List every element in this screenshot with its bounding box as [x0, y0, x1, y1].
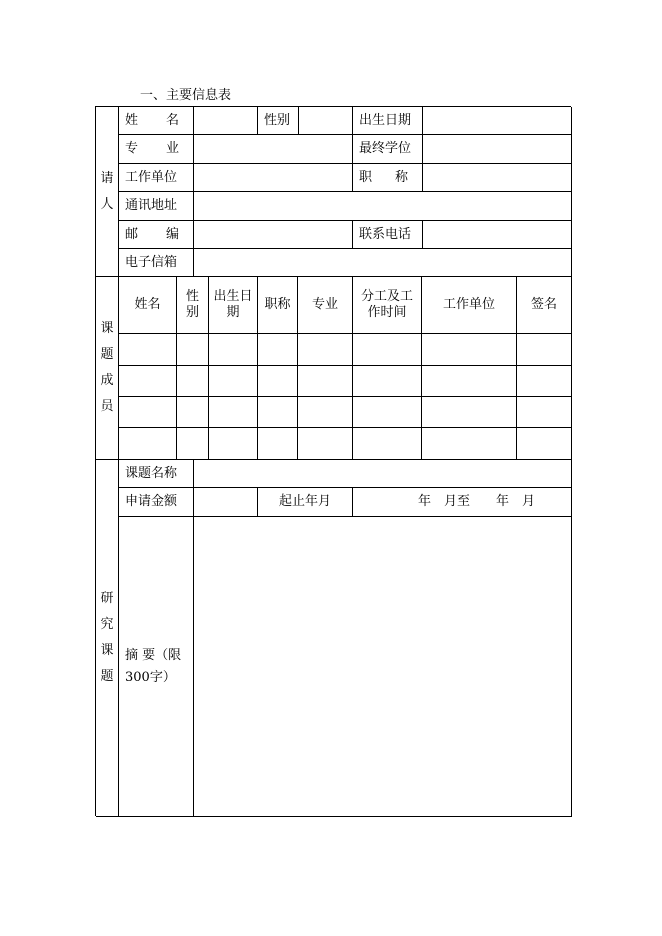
label-part: 姓 [125, 112, 139, 128]
member-cell-name[interactable] [119, 397, 177, 428]
topic-label: 课题名称 [119, 460, 194, 488]
member-cell-gender[interactable] [177, 366, 209, 397]
member-cell-birth[interactable] [209, 366, 258, 397]
name-label [119, 107, 194, 135]
member-cell-major[interactable] [298, 366, 353, 397]
degree-field[interactable] [423, 135, 572, 164]
section-title: 一、主要信息表 [140, 88, 232, 103]
unit-label: 工作单位 [119, 164, 194, 192]
member-cell-major[interactable] [298, 397, 353, 428]
member-cell-unit[interactable] [422, 428, 517, 460]
member-header-role: 分工及工作时间 [353, 277, 422, 334]
member-cell-rank[interactable] [258, 334, 298, 366]
member-header-rank: 职称 [258, 277, 298, 334]
member-cell-name[interactable] [119, 334, 177, 366]
birth-label: 出生日期 [353, 107, 423, 135]
member-header-name: 姓名 [119, 277, 177, 334]
name-field[interactable] [194, 107, 258, 135]
member-cell-rank[interactable] [258, 397, 298, 428]
unit-field[interactable] [194, 164, 353, 192]
members-section-label: 课题成员 [96, 277, 119, 460]
gender-field[interactable] [299, 107, 353, 135]
research-section-label: 研究课题 [96, 460, 119, 817]
member-cell-rank[interactable] [258, 366, 298, 397]
member-cell-signature[interactable] [517, 334, 572, 366]
member-header-unit: 工作单位 [422, 277, 517, 334]
main-info-table [95, 106, 571, 816]
member-cell-unit[interactable] [422, 334, 517, 366]
label-part: 职 [359, 169, 373, 185]
member-header-major: 专业 [298, 277, 353, 334]
member-cell-name[interactable] [119, 366, 177, 397]
applicant-section-label: 请人 [96, 107, 119, 277]
member-cell-signature[interactable] [517, 428, 572, 460]
major-label [119, 135, 194, 164]
gender-label: 性别 [258, 107, 299, 135]
member-cell-role[interactable] [353, 334, 422, 366]
member-cell-birth[interactable] [209, 428, 258, 460]
member-header-gender: 性别 [177, 277, 209, 334]
degree-label: 最终学位 [353, 135, 423, 164]
email-field[interactable] [194, 249, 572, 277]
amount-label: 申请金额 [119, 488, 194, 517]
member-cell-gender[interactable] [177, 334, 209, 366]
member-cell-role[interactable] [353, 397, 422, 428]
major-field[interactable] [194, 135, 353, 164]
member-cell-birth[interactable] [209, 334, 258, 366]
amount-field[interactable] [194, 488, 258, 517]
member-cell-unit[interactable] [422, 397, 517, 428]
member-cell-signature[interactable] [517, 366, 572, 397]
rank-field[interactable] [423, 164, 572, 192]
member-cell-role[interactable] [353, 428, 422, 460]
label-part: 专 [125, 141, 139, 156]
label-part: 邮 [125, 226, 139, 242]
label-part: 名 [165, 112, 179, 128]
label-part: 编 [165, 226, 179, 242]
zip-label [119, 221, 194, 249]
member-cell-role[interactable] [353, 366, 422, 397]
zip-field[interactable] [194, 221, 353, 249]
address-label: 通讯地址 [119, 192, 194, 221]
rank-label [353, 164, 423, 192]
member-cell-name[interactable] [119, 428, 177, 460]
birth-field[interactable] [423, 107, 572, 135]
member-cell-signature[interactable] [517, 397, 572, 428]
member-cell-gender[interactable] [177, 397, 209, 428]
abstract-field[interactable] [194, 517, 572, 817]
email-label: 电子信箱 [119, 249, 194, 277]
member-cell-unit[interactable] [422, 366, 517, 397]
label-part: 称 [394, 169, 408, 185]
address-field[interactable] [194, 192, 572, 221]
label-part: 业 [165, 141, 179, 156]
period-label: 起止年月 [258, 488, 353, 517]
member-cell-gender[interactable] [177, 428, 209, 460]
phone-label: 联系电话 [353, 221, 423, 249]
member-cell-major[interactable] [298, 334, 353, 366]
period-field[interactable]: 年 月至 年 月 [353, 488, 572, 517]
member-header-birth: 出生日期 [209, 277, 258, 334]
member-header-signature: 签名 [517, 277, 572, 334]
phone-field[interactable] [423, 221, 572, 249]
topic-field[interactable] [194, 460, 572, 488]
member-cell-rank[interactable] [258, 428, 298, 460]
member-cell-birth[interactable] [209, 397, 258, 428]
abstract-label: 摘 要（限300字） [119, 517, 194, 817]
member-cell-major[interactable] [298, 428, 353, 460]
